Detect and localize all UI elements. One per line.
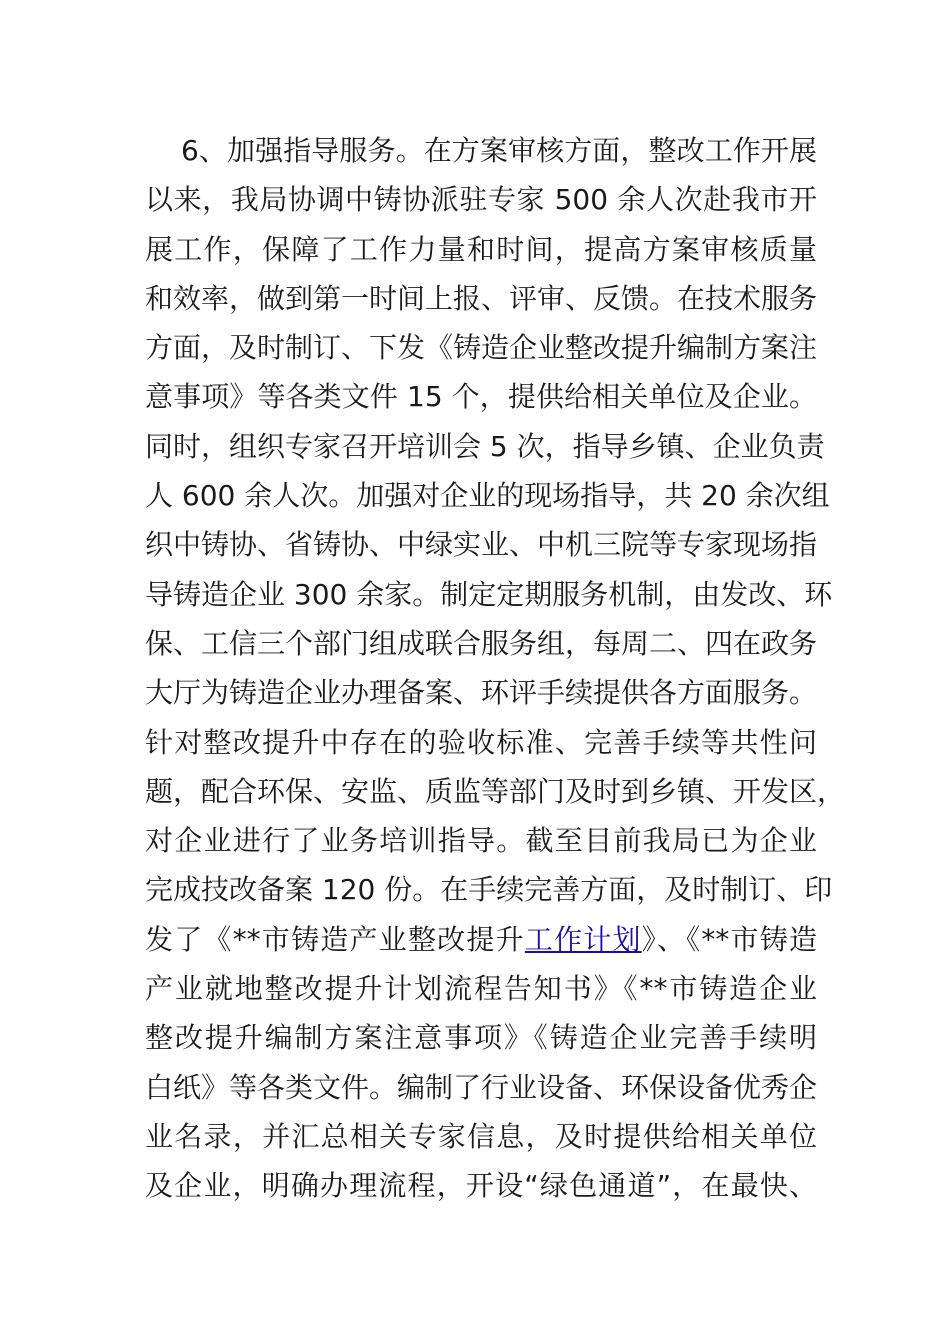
text-line-13: 针对整改提升中存在的验收标准、完善手续等共性问: [145, 725, 817, 759]
text-line-17: [145, 915, 817, 964]
text-line-4: 和效率，做到第一时间上报、评审、反馈。在技术服务: [145, 281, 818, 315]
text-line-17-before: 发了《**市铸造产业整改提升: [145, 922, 525, 956]
text-line-21: 业名录，并汇总相关专家信息，及时提供给相关单位: [145, 1119, 817, 1153]
text-line-16: 完成技改备案 120 份。在手续完善方面，及时制订、印: [145, 873, 833, 907]
text-line-8: 人 600 余人次。加强对企业的现场指导，共 20 余次组: [145, 479, 830, 513]
work-plan-link[interactable]: 工作计划: [524, 922, 642, 956]
body-paragraph: [145, 126, 846, 1211]
text-line-6: 意事项》等各类文件 15 个，提供给相关单位及企业。: [145, 380, 817, 414]
text-line-19: 整改提升编制方案注意事项》《铸造企业完善手续明: [145, 1021, 817, 1055]
text-line-14: 题，配合环保、安监、质监等部门及时到乡镇、开发区，: [145, 774, 846, 808]
text-line-5: 方面，及时制订、下发《铸造企业整改提升编制方案注: [145, 331, 818, 365]
text-line-10: 导铸造企业 300 余家。制定定期服务机制，由发改、环: [145, 577, 833, 611]
text-line-3: 展工作，保障了工作力量和时间，提高方案审核质量: [145, 232, 817, 266]
text-line-22: 及企业，明确办理流程，开设“绿色通道”，在最快、: [145, 1169, 817, 1203]
text-line-2: 以来，我局协调中铸协派驻专家 500 余人次赴我市开: [145, 183, 817, 217]
text-line-17-after: 》、《**市铸造: [641, 922, 817, 956]
text-line-20: 白纸》等各类文件。编制了行业设备、环保设备优秀企: [145, 1070, 818, 1104]
text-line-7: 同时，组织专家召开培训会 5 次，指导乡镇、企业负责: [145, 429, 825, 463]
text-line-11: 保、工信三个部门组成联合服务组，每周二、四在政务: [145, 626, 818, 660]
text-line-1: 6、加强指导服务。在方案审核方面，整改工作开展: [181, 134, 817, 167]
text-line-18: 产业就地整改提升计划流程告知书》《**市铸造企业: [145, 972, 817, 1006]
text-line-15: 对企业进行了业务培训指导。截至目前我局已为企业: [145, 824, 817, 858]
text-line-12: 大厅为铸造企业办理备案、环评手续提供各方面服务。: [145, 676, 818, 710]
text-line-9: 织中铸协、省铸协、中绿实业、中机三院等专家现场指: [145, 528, 818, 562]
